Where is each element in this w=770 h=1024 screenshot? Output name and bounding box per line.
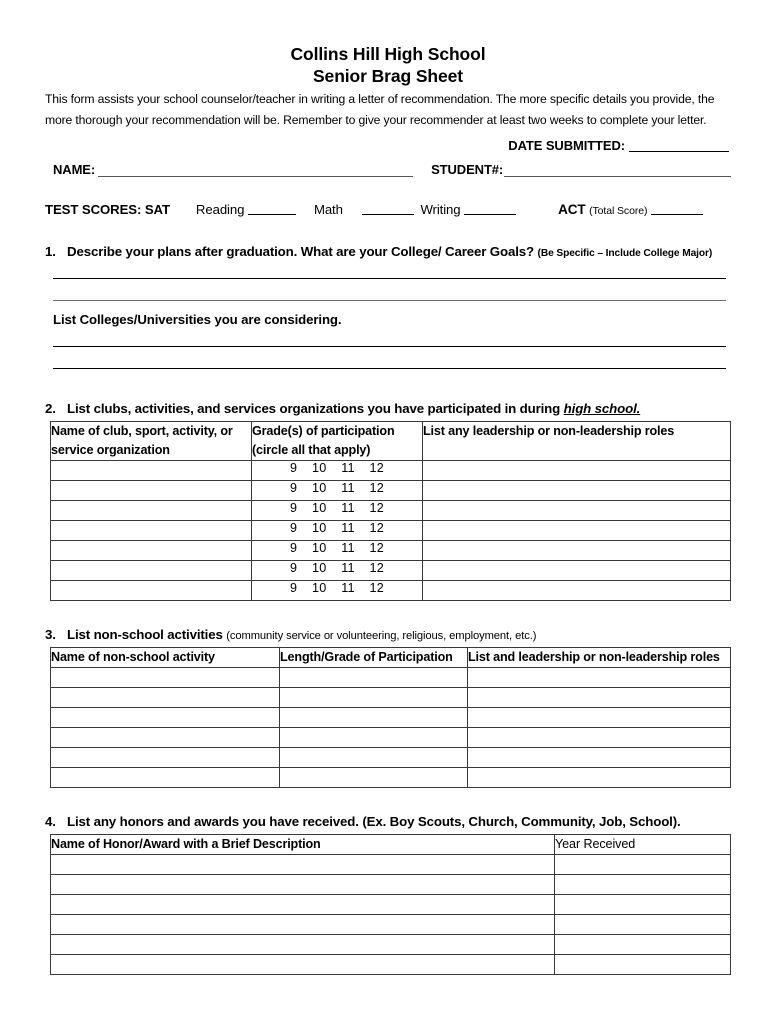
name-student-row <box>45 162 731 177</box>
honors-cell-year[interactable] <box>555 955 731 975</box>
clubs-cell-grades[interactable]: 9 10 11 12 <box>252 541 423 561</box>
honors-cell-name[interactable] <box>51 895 555 915</box>
table-row[interactable] <box>51 935 731 955</box>
honors-cell-name[interactable] <box>51 915 555 935</box>
question-3-note: (community service or volunteering, religious, employment, etc.) <box>226 630 537 642</box>
table-row[interactable] <box>51 855 731 875</box>
clubs-cell-grades[interactable]: 9 10 11 12 <box>252 561 423 581</box>
table-row[interactable] <box>51 461 731 481</box>
nonschool-cell-roles[interactable] <box>468 728 731 748</box>
act-field <box>558 202 703 217</box>
table-row[interactable] <box>51 768 731 788</box>
table-row[interactable] <box>51 895 731 915</box>
question-2-number: 2. <box>45 401 56 416</box>
sat-writing-field <box>420 202 516 217</box>
student-number-label: STUDENT#: <box>431 162 504 177</box>
date-submitted-label: DATE SUBMITTED: <box>508 138 625 153</box>
nonschool-cell-name[interactable] <box>51 668 280 688</box>
clubs-cell-roles[interactable] <box>423 521 731 541</box>
table-row[interactable] <box>51 541 731 561</box>
question-3-prompt: List non-school activities <box>67 627 223 642</box>
honors-cell-name[interactable] <box>51 935 555 955</box>
table-row[interactable] <box>51 581 731 601</box>
question-3-number: 3. <box>45 627 56 642</box>
table-row[interactable] <box>51 501 731 521</box>
nonschool-cell-name[interactable] <box>51 708 280 728</box>
act-label: ACT <box>558 202 586 217</box>
clubs-cell-name[interactable] <box>51 521 252 541</box>
honors-cell-year[interactable] <box>555 875 731 895</box>
nonschool-cell-roles[interactable] <box>468 668 731 688</box>
question-1-prompt: Describe your plans after graduation. What are your College/ Career Goals? <box>67 244 534 259</box>
clubs-cell-name[interactable] <box>51 561 252 581</box>
clubs-header-grades: Grade(s) of participation (circle all that apply) <box>252 422 423 461</box>
clubs-cell-name[interactable] <box>51 501 252 521</box>
question-2-emphasis: high school. <box>563 401 641 416</box>
honors-cell-year[interactable] <box>555 935 731 955</box>
table-header-row <box>51 648 731 668</box>
nonschool-cell-name[interactable] <box>51 768 280 788</box>
sat-writing-input[interactable] <box>464 202 516 215</box>
clubs-table <box>50 421 731 601</box>
nonschool-cell-name[interactable] <box>51 728 280 748</box>
honors-cell-year[interactable] <box>555 855 731 875</box>
question-1-text <box>67 244 731 259</box>
sat-reading-label: Reading <box>195 202 245 217</box>
table-row[interactable] <box>51 728 731 748</box>
clubs-cell-roles[interactable] <box>423 541 731 561</box>
sat-reading-input[interactable] <box>248 202 296 215</box>
table-row[interactable] <box>51 875 731 895</box>
table-row[interactable] <box>51 708 731 728</box>
nonschool-cell-length[interactable] <box>280 708 468 728</box>
clubs-cell-name[interactable] <box>51 461 252 481</box>
sat-math-input[interactable] <box>362 202 414 215</box>
clubs-cell-grades[interactable]: 9 10 11 12 <box>252 521 423 541</box>
name-input[interactable] <box>98 162 413 177</box>
table-row[interactable] <box>51 481 731 501</box>
honors-table <box>50 834 731 975</box>
date-submitted-input[interactable] <box>629 138 729 152</box>
nonschool-header-name: Name of non-school activity <box>51 648 280 668</box>
table-row[interactable] <box>51 561 731 581</box>
question-1-number: 1. <box>45 244 56 259</box>
clubs-cell-grades[interactable]: 9 10 11 12 <box>252 481 423 501</box>
question-1 <box>45 244 731 259</box>
table-header-row <box>51 422 731 461</box>
table-row[interactable] <box>51 955 731 975</box>
nonschool-cell-length[interactable] <box>280 728 468 748</box>
question-3-text <box>67 627 731 642</box>
question-4-text: List any honors and awards you have received. (Ex. Boy Scouts, Church, Community, Job, School). <box>67 814 681 829</box>
question-2-prompt: List clubs, activities, and services organizations you have participated in during <box>67 401 564 416</box>
nonschool-cell-length[interactable] <box>280 768 468 788</box>
clubs-cell-roles[interactable] <box>423 461 731 481</box>
nonschool-header-roles: List and leadership or non-leadership roles <box>468 648 731 668</box>
nonschool-table <box>50 647 731 788</box>
question-3 <box>45 627 731 642</box>
act-input[interactable] <box>651 202 703 215</box>
nonschool-cell-roles[interactable] <box>468 748 731 768</box>
clubs-cell-roles[interactable] <box>423 481 731 501</box>
honors-header-name: Name of Honor/Award with a Brief Description <box>51 835 555 855</box>
table-row[interactable] <box>51 688 731 708</box>
honors-cell-year[interactable] <box>555 895 731 915</box>
nonschool-header-length: Length/Grade of Participation <box>280 648 468 668</box>
honors-cell-name[interactable] <box>51 955 555 975</box>
question-4-number: 4. <box>45 814 56 829</box>
nonschool-cell-name[interactable] <box>51 748 280 768</box>
document-header <box>45 44 731 88</box>
clubs-header-roles: List any leadership or non-leadership roles <box>423 422 731 461</box>
clubs-cell-grades[interactable]: 9 10 11 12 <box>252 501 423 521</box>
nonschool-cell-length[interactable] <box>280 748 468 768</box>
honors-cell-name[interactable] <box>51 855 555 875</box>
question-4 <box>45 814 731 829</box>
table-row[interactable] <box>51 521 731 541</box>
test-scores-label: TEST SCORES: SAT <box>45 202 170 217</box>
question-2-text <box>67 401 731 416</box>
honors-header-year: Year Received <box>555 835 731 855</box>
clubs-cell-grades[interactable]: 9 10 11 12 <box>252 581 423 601</box>
sat-math-label: Math <box>313 202 343 217</box>
intro-paragraph: This form assists your school counselor/teacher in writing a letter of recommendation. The more specific details you provide, the more thorough your recommendation will be. Remember to give your recommender at least two weeks to complete your letter. <box>45 92 715 127</box>
table-row[interactable] <box>51 748 731 768</box>
table-row[interactable] <box>51 915 731 935</box>
question-1-note: (Be Specific – Include College Major) <box>537 248 713 259</box>
clubs-cell-name[interactable] <box>51 541 252 561</box>
school-name: Collins Hill High School <box>290 44 486 64</box>
sat-reading-field <box>196 202 296 217</box>
document-content <box>45 44 731 975</box>
student-number-input[interactable] <box>504 162 731 177</box>
question-2 <box>45 401 731 416</box>
clubs-cell-roles[interactable] <box>423 501 731 521</box>
test-scores-row <box>45 202 731 217</box>
sat-math-field <box>314 202 415 217</box>
colleges-subheading: List Colleges/Universities you are considering. <box>53 312 342 327</box>
clubs-cell-name[interactable] <box>51 581 252 601</box>
honors-cell-year[interactable] <box>555 915 731 935</box>
name-label: NAME: <box>53 162 96 177</box>
clubs-cell-grades[interactable]: 9 10 11 12 <box>252 461 423 481</box>
form-title: Senior Brag Sheet <box>312 66 463 86</box>
nonschool-cell-roles[interactable] <box>468 708 731 728</box>
clubs-cell-roles[interactable] <box>423 581 731 601</box>
act-note: (Total Score) <box>589 205 648 217</box>
honors-cell-name[interactable] <box>51 875 555 895</box>
date-submitted-row <box>45 138 731 153</box>
nonschool-cell-name[interactable] <box>51 688 280 708</box>
table-header-row <box>51 835 731 855</box>
nonschool-cell-length[interactable] <box>280 688 468 708</box>
table-row[interactable] <box>51 668 731 688</box>
nonschool-cell-roles[interactable] <box>468 688 731 708</box>
sat-writing-label: Writing <box>420 202 461 217</box>
clubs-cell-name[interactable] <box>51 481 252 501</box>
nonschool-cell-length[interactable] <box>280 668 468 688</box>
clubs-cell-roles[interactable] <box>423 561 731 581</box>
clubs-header-name: Name of club, sport, activity, or service organization <box>51 422 252 461</box>
nonschool-cell-roles[interactable] <box>468 768 731 788</box>
